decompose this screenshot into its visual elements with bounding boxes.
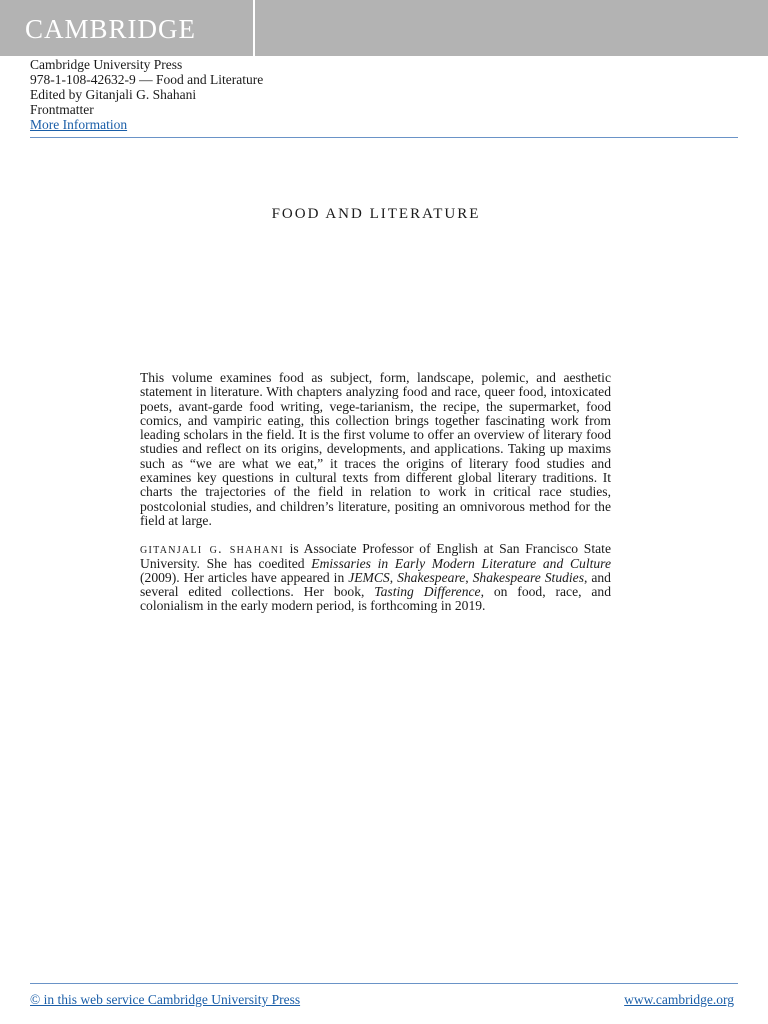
bio-italic-book: Tasting Difference — [374, 584, 481, 600]
author-name: gitanjali g. shahani — [140, 541, 284, 557]
description-paragraph: This volume examines food as subject, form, landscape, polemic, and aesthetic statement in literature. With chapters analyzing food and race, queer food, intoxicated poets, avant-garde food writing, vege-tarianism, the recipe, the supermarket, food comics, and vampiric eating, this collection brings together fascinating work from leading scholars in the field. It is the first volume to offer an overview of literary food studies and reflect on its origins, developments, and applications. Taking up maxims such as “we are what we eat,” it traces the origins of literary food studies and examines key questions in cultural texts from different global literary traditions. It charts the trajectories of the field in relation to work in critical race studies, postcolonial studies, and children’s literature, positing an omnivorous method for the field at large. — [140, 370, 611, 528]
bio-text: (2009). Her articles have appeared in — [140, 569, 349, 585]
section-line: Frontmatter — [30, 102, 94, 117]
bio-italic-journal: JEMCS — [348, 569, 390, 585]
bio-text: , — [465, 569, 473, 585]
more-information-link[interactable]: More Information — [30, 117, 128, 132]
author-bio-paragraph — [140, 542, 611, 613]
header-rule — [30, 137, 738, 138]
copyright-link[interactable]: © in this web service Cambridge University Press — [30, 992, 301, 1007]
bio-text: is Associate Professor of English at San Francisco State University. She has coedited — [140, 541, 611, 571]
cambridge-logo[interactable]: CAMBRIDGE — [25, 14, 197, 44]
header-divider — [253, 0, 255, 56]
book-title: FOOD AND LITERATURE — [271, 206, 481, 222]
publisher-line: Cambridge University Press — [30, 57, 183, 72]
bio-italic-title: Emissaries in Early Modern Literature and Culture — [311, 555, 611, 571]
bio-italic-journal: Shakespeare Studies — [472, 569, 585, 585]
cambridge-site-link[interactable]: www.cambridge.org — [624, 992, 734, 1007]
bio-text: , — [389, 569, 398, 585]
editor-line: Edited by Gitanjali G. Shahani — [30, 87, 197, 102]
bio-text: , and several edited collections. Her book, — [140, 569, 611, 600]
book-meta — [30, 57, 263, 132]
blurb-section — [140, 371, 611, 614]
footer-rule — [30, 983, 738, 984]
isbn-title-line: 978-1-108-42632-9 — Food and Literature — [30, 72, 264, 87]
bio-text: , on food, race, and colonialism in the early modern period, is forthcoming in 2019. — [140, 584, 612, 614]
header-bar — [0, 0, 768, 56]
bio-italic-journal: Shakespeare — [397, 569, 466, 585]
